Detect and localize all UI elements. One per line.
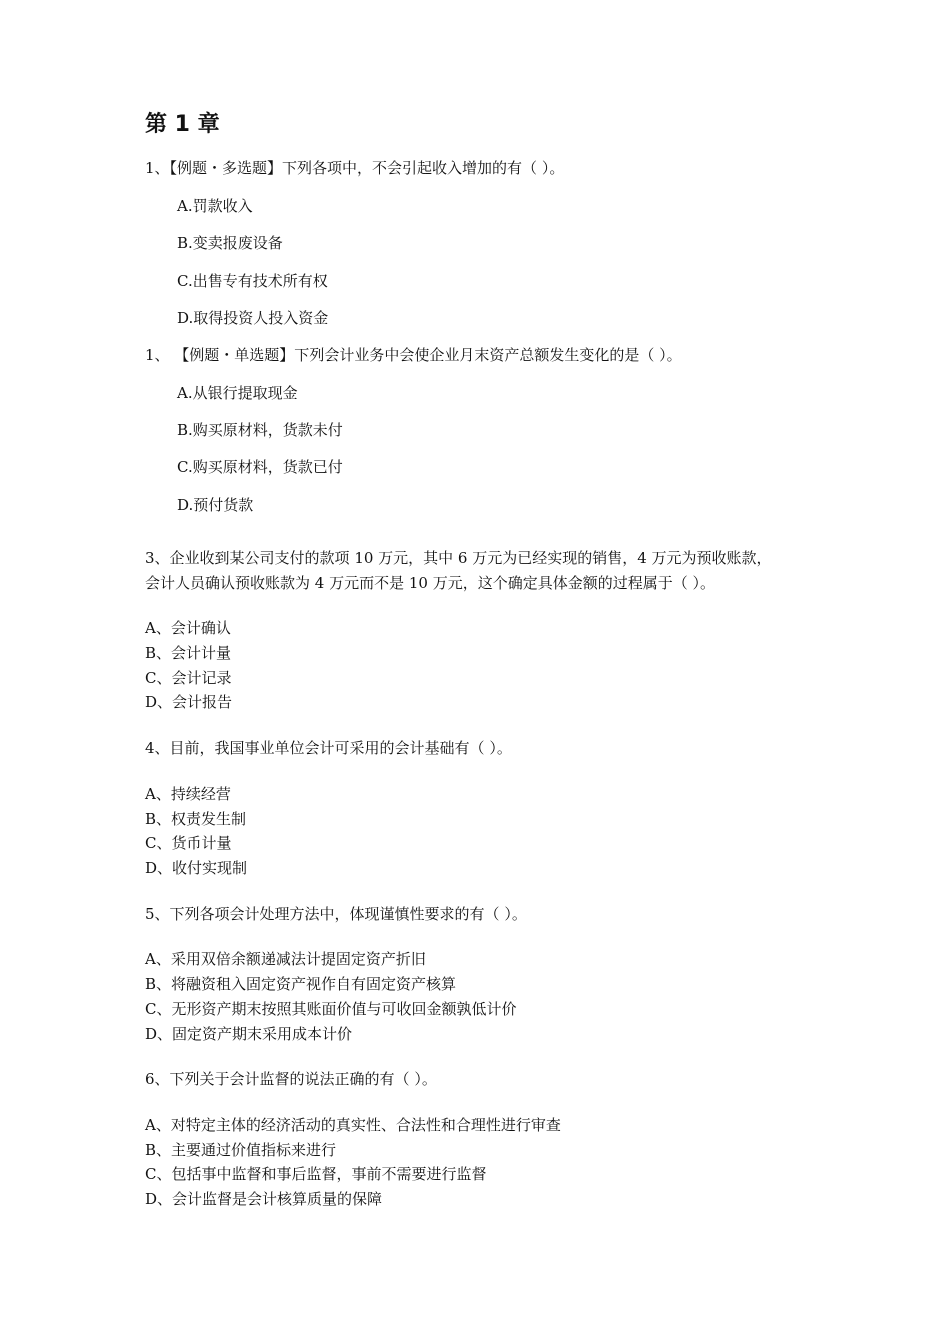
question-4-option-b: B、权责发生制	[145, 810, 247, 828]
question-1-stem: 1、【例题・多选题】下列各项中，不会引起收入增加的有（ ）。	[145, 159, 565, 177]
question-5-option-b: B、将融资租入固定资产视作自有固定资产核算	[145, 975, 457, 993]
question-3-stem-line-2: 会计人员确认预收账款为 4 万元而不是 10 万元，这个确定具体金额的过程属于（ ）。	[145, 574, 715, 592]
question-1-option-a: A.罚款收入	[177, 197, 253, 215]
question-3-option-c: C、会计记录	[145, 669, 232, 687]
question-2-option-d: D.预付货款	[177, 496, 254, 514]
question-5-option-c: C、无形资产期末按照其账面价值与可收回金额孰低计价	[145, 1000, 517, 1018]
question-5-stem: 5、下列各项会计处理方法中，体现谨慎性要求的有（ ）。	[145, 905, 527, 923]
question-3-option-d: D、会计报告	[145, 693, 233, 711]
question-3-option-b: B、会计计量	[145, 644, 232, 662]
question-4-option-d: D、收付实现制	[145, 859, 248, 877]
question-2-option-c: C.购买原材料，货款已付	[177, 458, 343, 476]
question-6-option-c: C、包括事中监督和事后监督，事前不需要进行监督	[145, 1165, 487, 1183]
question-4-option-c: C、货币计量	[145, 834, 232, 852]
question-4-stem: 4、目前，我国事业单位会计可采用的会计基础有（ ）。	[145, 739, 512, 757]
question-6-option-a: A、对特定主体的经济活动的真实性、合法性和合理性进行审查	[145, 1116, 561, 1134]
question-2-stem: 1、 【例题・单选题】下列会计业务中会使企业月末资产总额发生变化的是（ ）。	[145, 346, 682, 364]
question-3-option-a: A、会计确认	[145, 619, 231, 637]
question-5-option-a: A、采用双倍余额递减法计提固定资产折旧	[145, 950, 426, 968]
question-5-option-d: D、固定资产期末采用成本计价	[145, 1025, 353, 1043]
question-1-option-c: C.出售专有技术所有权	[177, 272, 328, 290]
question-6-option-d: D、会计监督是会计核算质量的保障	[145, 1190, 383, 1208]
question-1-option-d: D.取得投资人投入资金	[177, 309, 329, 327]
question-2-option-a: A.从银行提取现金	[177, 384, 298, 402]
question-1-option-b: B.变卖报废设备	[177, 234, 283, 252]
question-2-option-b: B.购买原材料，货款未付	[177, 421, 343, 439]
question-4-option-a: A、持续经营	[145, 785, 231, 803]
question-3-stem-line-1: 3、企业收到某公司支付的款项 10 万元，其中 6 万元为已经实现的销售，4 万元为预收账款，	[145, 549, 772, 567]
question-6-option-b: B、主要通过价值指标来进行	[145, 1141, 337, 1159]
chapter-title: 第 1 章	[145, 112, 220, 137]
question-6-stem: 6、下列关于会计监督的说法正确的有（ ）。	[145, 1070, 437, 1088]
